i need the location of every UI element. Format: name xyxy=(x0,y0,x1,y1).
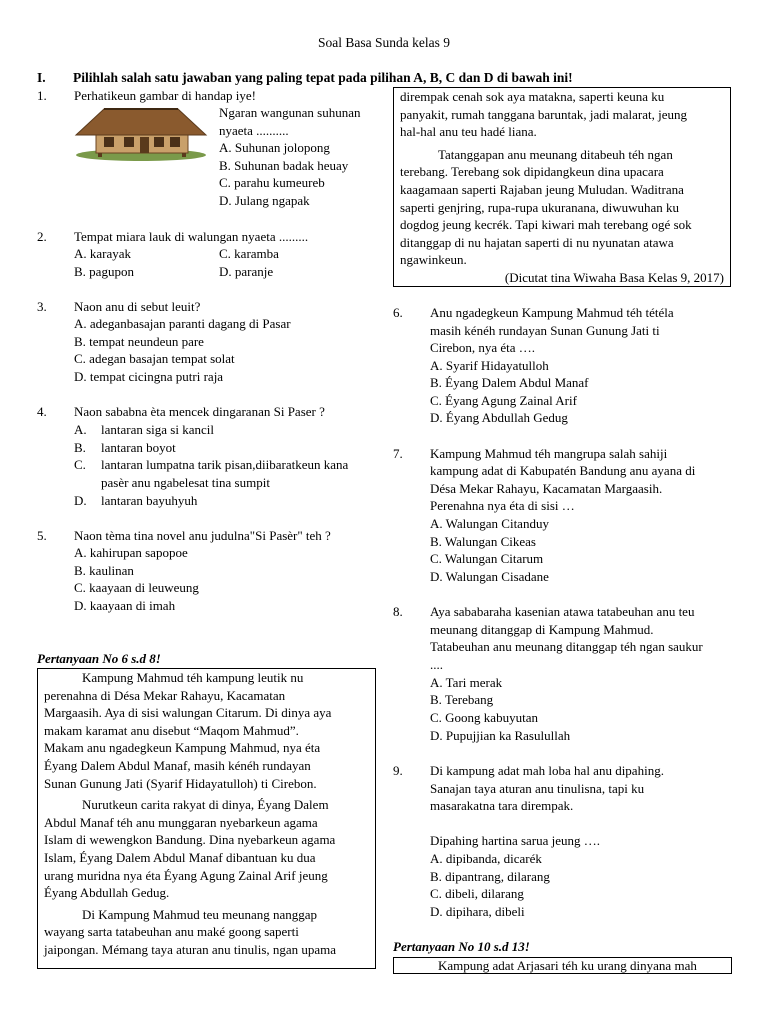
option-3c[interactable]: C. adegan basajan tempat solat xyxy=(74,351,235,366)
option-4b-letter: B. xyxy=(74,440,86,455)
section-header-10-13: Pertanyaan No 10 s.d 13! xyxy=(393,939,530,954)
question-8-prompt: Aya sababaraha kasenian atawa tatabeuhan anu teu xyxy=(430,604,695,619)
option-5c[interactable]: C. kaayaan di leuweung xyxy=(74,580,199,595)
option-4d[interactable]: lantaran bayuhyuh xyxy=(101,493,198,508)
passage-line: ditanggap di nu hajatan saperti di nu nyunatan atawa xyxy=(400,234,674,250)
passage-source: (Dicutat tina Wiwaha Basa Kelas 9, 2017) xyxy=(504,269,724,285)
passage-line: terebang. Terebang sok dipidangkeun dina upacara xyxy=(400,164,664,180)
option-1a[interactable]: A. Suhunan jolopong xyxy=(219,140,330,155)
option-4a-letter: A. xyxy=(74,422,87,437)
question-2-number: 2. xyxy=(37,229,47,244)
question-7-prompt: Kampung Mahmud téh mangrupa salah sahiji xyxy=(430,446,668,461)
option-1b[interactable]: B. Suhunan badak heuay xyxy=(219,158,349,173)
question-5-number: 5. xyxy=(37,528,47,543)
passage-line: Margaasih. Aya di sisi walungan Citarum. Di dinya aya xyxy=(44,705,332,721)
passage-line: makam karamat anu disebut “Maqom Mahmud”. xyxy=(44,722,299,738)
option-9d[interactable]: D. dipihara, dibeli xyxy=(430,904,525,919)
passage-line: kaagamaan saperti Rajaban jeung Muludan. Waditrana xyxy=(400,181,684,197)
question-7-prompt: kampung adat di Kabupatén Bandung anu ayana di xyxy=(430,463,696,478)
question-4-prompt: Naon sababna èta mencek dingaranan Si Paser ? xyxy=(74,404,325,419)
option-6d[interactable]: D. Éyang Abdullah Gedug xyxy=(430,410,568,425)
option-5d[interactable]: D. kaayaan di imah xyxy=(74,598,176,613)
option-4b[interactable]: lantaran boyot xyxy=(101,440,176,455)
question-2-prompt: Tempat miara lauk di walungan nyaeta ......... xyxy=(74,229,309,244)
option-8d[interactable]: D. Pupujjian ka Rasulullah xyxy=(430,728,571,743)
option-4c-letter: C. xyxy=(74,457,86,472)
option-2c[interactable]: C. karamba xyxy=(219,246,279,261)
passage-line: Éyang Dalem Abdul Manaf, masih kénéh rundayan xyxy=(44,757,311,773)
instruction-text: Pilihlah salah satu jawaban yang paling tepat pada pilihan A, B, C dan D di bawah ini! xyxy=(73,70,573,85)
question-1-number: 1. xyxy=(37,88,47,103)
option-7b[interactable]: B. Walungan Cikeas xyxy=(430,534,536,549)
option-4a[interactable]: lantaran siga si kancil xyxy=(101,422,214,437)
passage-paragraph: Di Kampung Mahmud teu meunang nanggap xyxy=(82,906,318,922)
option-6b[interactable]: B. Éyang Dalem Abdul Manaf xyxy=(430,375,589,390)
option-7d[interactable]: D. Walungan Cisadane xyxy=(430,569,549,584)
question-4-number: 4. xyxy=(37,404,47,419)
page-title: Soal Basa Sunda kelas 9 xyxy=(318,35,450,50)
question-6-prompt: Anu ngadegkeun Kampung Mahmud téh tétéla xyxy=(430,305,674,320)
question-1-prompt: Perhatikeun gambar di handap iye! xyxy=(74,88,256,103)
option-1c[interactable]: C. parahu kumeureb xyxy=(219,175,325,190)
option-5b[interactable]: B. kaulinan xyxy=(74,563,134,578)
question-9-prompt: Sanajan taya aturan anu tinulisna, tapi ku xyxy=(430,781,645,796)
option-6a[interactable]: A. Syarif Hidayatulloh xyxy=(430,358,549,373)
option-2d[interactable]: D. paranje xyxy=(219,264,274,279)
passage-line: Makam anu ngadegkeun Kampung Mahmud, nya éta xyxy=(44,740,321,756)
question-1-stem: Ngaran wangunan suhunan xyxy=(219,105,361,120)
section-header-6-8: Pertanyaan No 6 s.d 8! xyxy=(37,651,161,666)
question-3-prompt: Naon anu di sebut leuit? xyxy=(74,299,201,314)
passage-line: jaipongan. Mémang taya aturan anu tinulis, ngan upama xyxy=(44,941,337,957)
option-4c-cont[interactable]: pasèr anu ngabelesat tina sumpit xyxy=(101,475,270,490)
question-8-prompt: Tatabeuhan anu meunang ditanggap téh ngan saukur xyxy=(430,639,703,654)
passage-line: wayang sarta tatabeuhan anu maké goong saperti xyxy=(44,924,299,940)
question-1-stem: nyaeta .......... xyxy=(219,123,289,138)
passage-line: Islam di wewengkon Bandung. Dina nyebarkeun agama xyxy=(44,832,336,848)
option-8b[interactable]: B. Terebang xyxy=(430,692,494,707)
question-6-prompt: Cirebon, nya éta …. xyxy=(430,340,536,355)
question-7-number: 7. xyxy=(393,446,403,461)
passage-line: Éyang Abdullah Gedug. xyxy=(44,885,170,901)
question-6-number: 6. xyxy=(393,305,403,320)
passage-line: perenahna di Désa Mekar Rahayu, Kacamatan xyxy=(44,687,286,703)
passage-paragraph: Nurutkeun carita rakyat di dinya, Éyang Dalem xyxy=(82,797,329,813)
passage-line: panyakit, rumah tanggana baruntak, jadi malarat, jeung xyxy=(400,106,687,122)
house-illustration xyxy=(74,103,208,161)
question-3-number: 3. xyxy=(37,299,47,314)
option-3b[interactable]: B. tempat neundeun pare xyxy=(74,334,204,349)
reading-passage-2 xyxy=(393,957,732,974)
option-1d[interactable]: D. Julang ngapak xyxy=(219,193,310,208)
passage-line: ngawinkeun. xyxy=(400,252,467,268)
question-5-prompt: Naon tèma tina novel anu judulna"Si Pasèr" teh ? xyxy=(74,528,331,543)
question-6-prompt: masih kénéh rundayan Sunan Gunung Jati ti xyxy=(430,323,660,338)
option-3a[interactable]: A. adeganbasajan paranti dagang di Pasar xyxy=(74,316,291,331)
passage-line: urang muridna nya éta Éyang Agung Zainal Arif jeung xyxy=(44,867,328,883)
question-7-prompt: Désa Mekar Rahayu, Kacamatan Margaasih. xyxy=(430,481,663,496)
passage-paragraph: Tatanggapan anu meunang ditabeuh téh ngan xyxy=(438,146,673,162)
passage-line: hal-hal anu teu hadé liana. xyxy=(400,124,537,140)
passage-line: Abdul Manaf téh anu munggaran nyebarkeun agama xyxy=(44,814,318,830)
passage-line: Islam, Éyang Dalem Abdul Manaf dibantuan ku dua xyxy=(44,849,316,865)
question-7-prompt: Perenahna nya éta di sisi … xyxy=(430,498,575,513)
question-9-prompt: masarakatna tara dirempak. xyxy=(430,798,574,813)
question-9-prompt: Di kampung adat mah loba hal anu dipahing. xyxy=(430,763,664,778)
option-3d[interactable]: D. tempat cicingna putri raja xyxy=(74,369,224,384)
option-9b[interactable]: B. dipantrang, dilarang xyxy=(430,869,550,884)
option-6c[interactable]: C. Éyang Agung Zainal Arif xyxy=(430,393,577,408)
question-8-prompt: .... xyxy=(430,657,443,672)
passage-line: Kampung adat Arjasari téh ku urang dinyana mah xyxy=(438,958,697,973)
option-5a[interactable]: A. kahirupan sapopoe xyxy=(74,545,188,560)
option-2a[interactable]: A. karayak xyxy=(74,246,132,261)
option-9a[interactable]: A. dipibanda, dicarék xyxy=(430,851,542,866)
question-9-number: 9. xyxy=(393,763,403,778)
instruction-number: I. xyxy=(37,70,46,85)
question-9-prompt: Dipahing hartina sarua jeung …. xyxy=(430,833,601,848)
reading-passage-continued xyxy=(393,87,731,287)
option-8a[interactable]: A. Tari merak xyxy=(430,675,503,690)
option-8c[interactable]: C. Goong kabuyutan xyxy=(430,710,538,725)
passage-line: saperti genjring, rupa-rupa ukuranana, diwuwuhan ku xyxy=(400,199,680,215)
reading-passage xyxy=(37,668,376,969)
option-2b[interactable]: B. pagupon xyxy=(74,264,134,279)
passage-line: Sunan Gunung Jati (Syarif Hidayatulloh) ti Cirebon. xyxy=(44,775,317,791)
question-8-number: 8. xyxy=(393,604,403,619)
passage-paragraph: Kampung Mahmud téh kampung leutik nu xyxy=(82,670,304,685)
option-4d-letter: D. xyxy=(74,493,87,508)
option-7a[interactable]: A. Walungan Citanduy xyxy=(430,516,549,531)
passage-line: dirempak cenah sok aya matakna, saperti keuna ku xyxy=(400,89,665,104)
passage-line: dogdog jeung kecrék. Tapi kiwari mah terebang ogé sok xyxy=(400,217,692,233)
question-8-prompt: meunang ditanggap di Kampung Mahmud. xyxy=(430,622,654,637)
option-7c[interactable]: C. Walungan Citarum xyxy=(430,551,544,566)
option-9c[interactable]: C. dibeli, dilarang xyxy=(430,886,524,901)
option-4c[interactable]: lantaran lumpatna tarik pisan,diibaratkeun kana xyxy=(101,457,349,472)
